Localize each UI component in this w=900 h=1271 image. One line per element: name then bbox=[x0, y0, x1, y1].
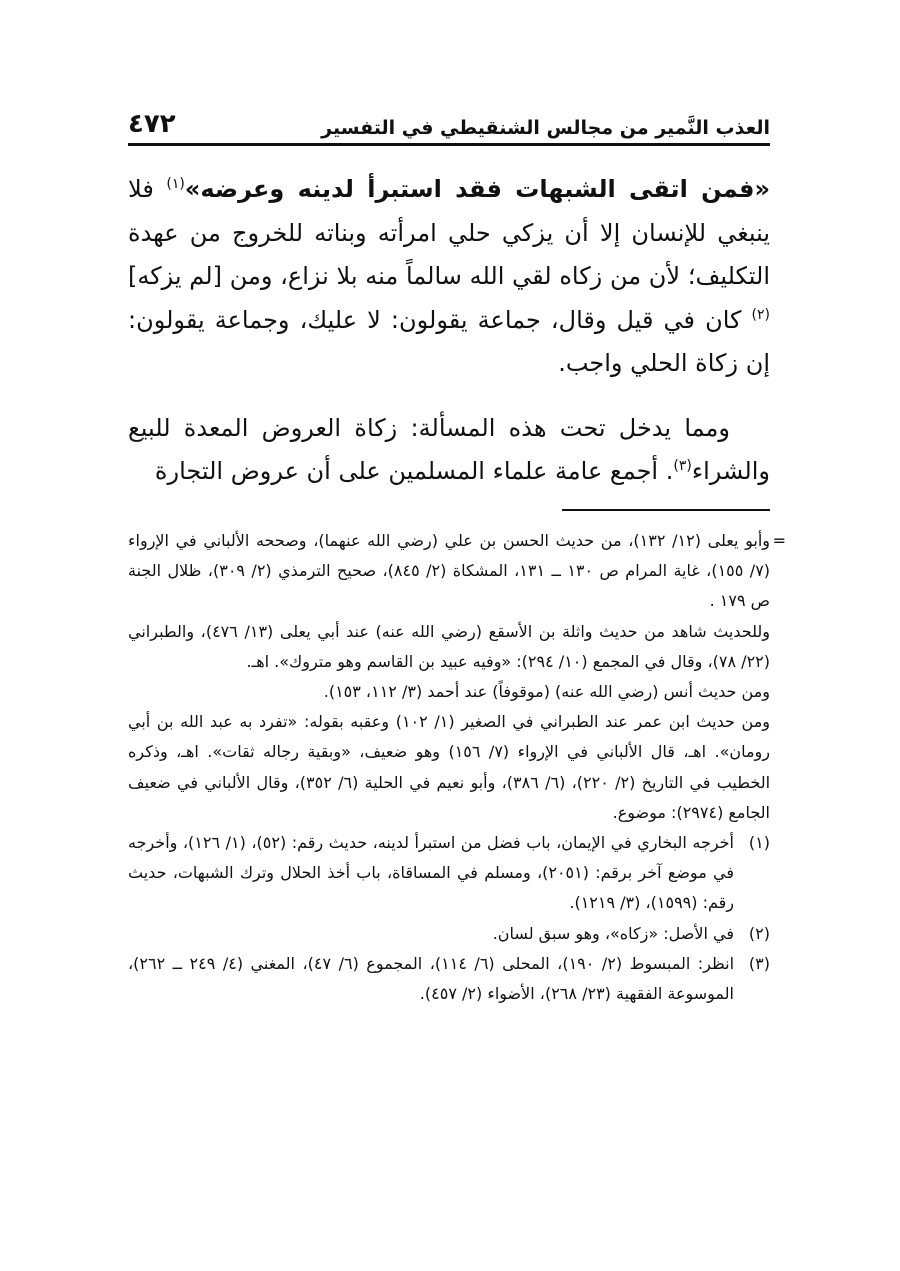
continuation-mark: = bbox=[772, 531, 786, 550]
footnote-separator bbox=[562, 509, 770, 511]
footnote-2-number: (٢) bbox=[748, 923, 770, 943]
paragraph-2-text-b: . أجمع عامة علماء المسلمين على أن عروض التجارة bbox=[154, 457, 674, 485]
paragraph-1-text-b: كان في قيل وقال، جماعة يقولون: لا عليك، وجماعة يقولون: إن زكاة الحلي واجب. bbox=[128, 305, 770, 377]
page-header bbox=[128, 104, 770, 146]
footnote-1-text: أخرجه البخاري في الإيمان، باب فضل من استبرأ لدينه، حديث رقم: (٥٢)، (١/ ١٢٦)، وأخرجه في موضع آخر برقم: (٢٠٥١)، ومسلم في المساقاة، باب أخذ الحلال وترك الشبهات، حديث رقم: (١٥٩٩)، (٣/ ١٢١٩). bbox=[128, 833, 735, 913]
footnote-ref-1: (١) bbox=[166, 176, 185, 192]
footnote-continuation-3: ومن حديث أنس (رضي الله عنه) (موقوفاً) عند أحمد (٣/ ١١٢، ١٥٣). bbox=[323, 682, 770, 702]
footnote-ref-3: (٣) bbox=[673, 458, 692, 474]
footnote-ref-2: (٢) bbox=[751, 306, 770, 323]
footnote-continuation-1: وأبو يعلى (١٢/ ١٣٢)، من حديث الحسن بن علي (رضي الله عنهما)، وصححه الألباني في الإرواء (٧/ ١٥٥)، غاية المرام ص ١٣٠ ــ ١٣١، المشكاة (٢/ ٨٤٥)، صحيح الترمذي (٢/ ٣٠٩)، ظلال الجنة ص ١٧٩ . bbox=[128, 531, 771, 611]
main-text bbox=[128, 168, 770, 494]
footnote-3 bbox=[128, 949, 770, 1009]
footnote-3-number: (٣) bbox=[748, 953, 770, 973]
footnote-1 bbox=[128, 828, 770, 919]
hadith-quote: «فمن اتقى الشبهات فقد استبرأ لدينه وعرضه» bbox=[184, 175, 771, 203]
paragraph-1-text-a: فلا ينبغي للإنسان إلا أن يزكي حلي امرأته وبناته للخروج من عهدة التكليف؛ لأن من زكاه لقي الله سالماً منه بلا نزاع، ومن [لم يزكه] bbox=[128, 175, 770, 290]
footnote-continuation-2: وللحديث شاهد من حديث واثلة بن الأسقع (رضي الله عنه) عند أبي يعلى (١٣/ ٤٧٦)، والطبراني (٢٢/ ٧٨)، وقال في المجمع (١٠/ ٢٩٤): «وفيه عبيد بن القاسم وهو متروك». اهـ. bbox=[128, 621, 771, 671]
paragraph-1 bbox=[128, 168, 770, 386]
footnote-2-text: في الأصل: «زكاه»، وهو سبق لسان. bbox=[492, 923, 734, 943]
paragraph-2-text-a: ومما يدخل تحت هذه المسألة: زكاة العروض المعدة للبيع والشراء bbox=[128, 413, 770, 485]
running-title: العذب النَّمير من مجالس الشنقيطي في التفسير bbox=[321, 117, 770, 139]
paragraph-2 bbox=[128, 407, 770, 494]
footnote-1-number: (١) bbox=[748, 833, 770, 853]
footnote-2 bbox=[128, 919, 770, 949]
footnote-3-text: انظر: المبسوط (٢/ ١٩٠)، المحلى (٦/ ١١٤)، المجموع (٦/ ٤٧)، المغني (٤/ ٢٤٩ ــ ٢٦٢)، الموسوعة الفقهية (٢٣/ ٢٦٨)، الأضواء (٢/ ٤٥٧). bbox=[128, 953, 735, 1004]
footnote-continuation-4: ومن حديث ابن عمر عند الطبراني في الصغير (١/ ١٠٢) وعقبه بقوله: «تفرد به عبد الله بن أبي رومان». اهـ، قال الألباني في الإرواء (٧/ ١٥٦) وهو ضعيف، «وبقية رجاله ثقات». اهـ، وذكره الخطيب في التاريخ (٢/ ٢٢٠)، (٦/ ٣٨٦)، وأبو نعيم في الحلية (٦/ ٣٥٢)، وقال الألباني في ضعيف الجامع (٢٩٧٤): موضوع. bbox=[128, 712, 771, 822]
footnotes bbox=[128, 526, 786, 1009]
page-number: ٤٧٢ bbox=[128, 109, 176, 139]
